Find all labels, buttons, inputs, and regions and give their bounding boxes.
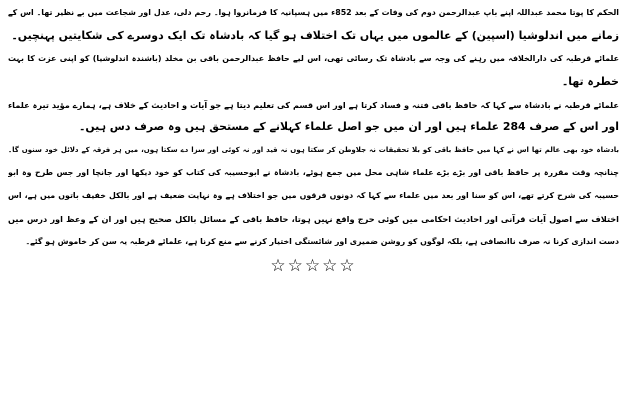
paragraph-5-line-4: دست اندازی کرنا نہ صرف ناانصافی ہے، بلکہ لوگوں کو روشن ضمیری اور شائستگی اختیار کرنے سے منع کرنا ہے، علمائے قرطبہ یہ سن کر خاموش ہو گئے۔ xyxy=(25,236,619,246)
paragraph-3-line-1: علمائے قرطبہ نے بادشاہ سے کہا کہ حافظ باقی فتنہ و فساد کرتا ہے اور اس قسم کی تعلیم دیتا ہے جو آیات و احادیث کے خلاف ہے، ہمارے مؤید تیرہ علماء xyxy=(8,99,619,110)
paragraph-1-line-1: الحکم کا پوتا محمد عبداللہ اپنے باپ عبدالرحمن دوم کی وفات کے بعد 852ء میں ہسپانیہ کا فرمانروا ہوا۔ رحم دلی، عدل اور شجاعت میں بے نظیر تھا۔ اس کے xyxy=(8,8,619,17)
paragraph-1-line-2: زمانے میں اندلوشیا (اسپین) کے عالموں میں یہاں تک اختلاف ہو گیا کہ بادشاہ تک ایک دوسرے کی شکایتیں پہنچیں۔ xyxy=(11,28,619,42)
paragraph-2-line-2: خطرہ تھا۔ xyxy=(561,74,619,88)
paragraph-4-line-1: بادشاہ خود بھی عالم تھا اس نے کہا میں حافظ باقی کو بلا تحقیقات نہ جلاوطن کر سکتا ہوں نہ قید اور نہ کوئی اور سزا دے سکتا ہوں، میں ہر فرقہ کے دلائل خود سنوں گا۔ xyxy=(8,146,619,155)
paragraph-5-line-2: حسیبہ کی شرح کرتے تھے، اس کو سنا اور بعد میں علماء سے کہا کہ دونوں فرقوں میں جو اختلاف ہے وہ نہایت ضعیف ہے اور بالکل خفیف باتوں میں ہے، اس xyxy=(8,191,619,201)
star-ornament: ☆☆☆☆☆ xyxy=(270,255,357,276)
paragraph-3-line-2: اور اس کے صرف 284 علماء ہیں اور ان میں جو اصل علماء کہلانے کے مستحق ہیں وہ صرف دس ہیں۔ xyxy=(79,120,619,134)
paragraph-5-line-3: اختلاف سے اصول آیات قرآنی اور احادیث احکامی میں کوئی حرج واقع نہیں ہوتا، حافظ باقی کے مسائل بالکل صحیح ہیں اور ان کے وعظ اور درس میں xyxy=(8,214,619,225)
paragraph-5-line-1: چنانچہ وقت مقررہ پر حافظ باقی اور بڑے بڑے علماء شاہی محل میں جمع ہوئے، بادشاہ نے ابوحسیبہ کی کتاب کو خود دیکھا اور جانچا اور جس طرح وہ ابو xyxy=(8,168,619,178)
paragraph-2-line-1: علمائے قرطبہ کی دارالخلافہ میں رہنے کی وجہ سے بادشاہ تک رسائی تھی، اس لیے حافظ عبدالرحمن باقی بن مخلد (باشندہ اندلوشیا) کو اپنی عزت کا بہت xyxy=(8,53,619,63)
